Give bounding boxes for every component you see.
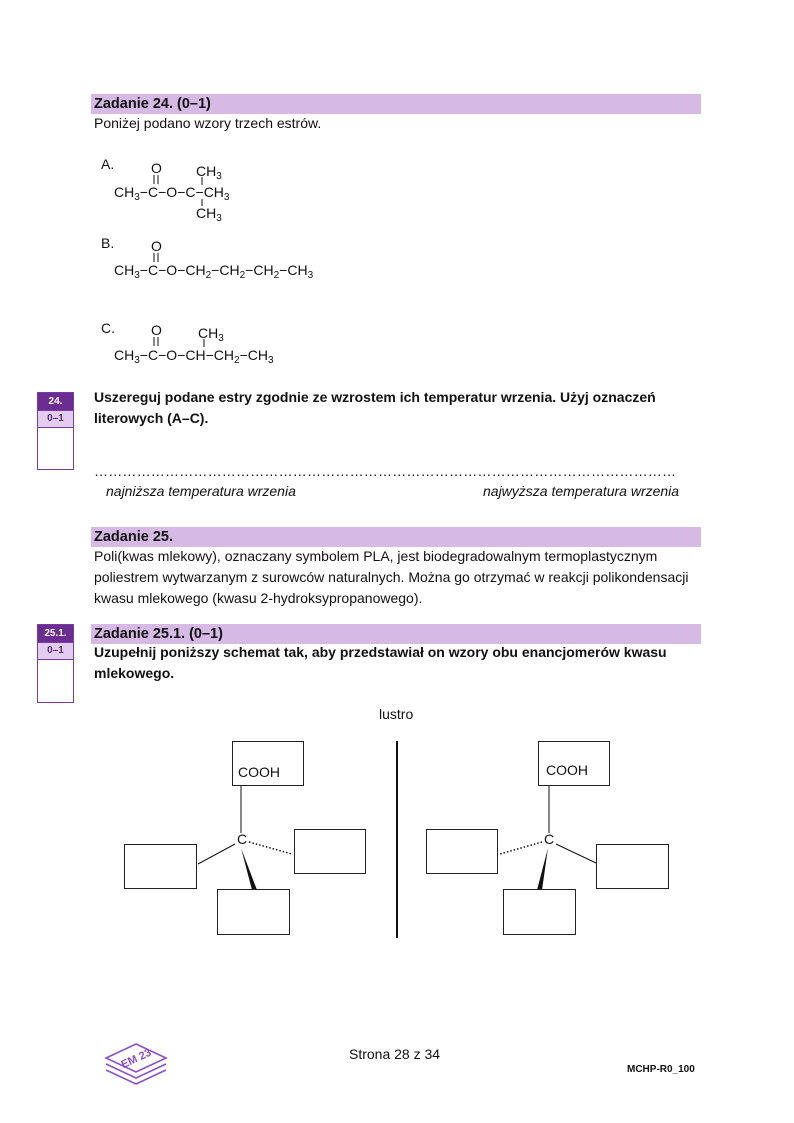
score-box-25-1 — [37, 624, 74, 703]
task24-lowest-label: najniższa temperatura wrzenia — [106, 483, 296, 499]
left-bond-wedge — [241, 848, 257, 890]
ester-a-bottom-ch3: $CH_3$ — [196, 205, 222, 224]
score-box-24 — [37, 392, 74, 470]
left-cooh-label: COOH — [238, 764, 280, 780]
ester-b-main-chain: $CH_3-C-O-CH_2-CH_2-CH_2-CH_3$ — [114, 262, 314, 281]
right-top-box — [538, 741, 610, 786]
left-bond-dashed — [249, 842, 292, 854]
exam-logo-icon — [102, 1040, 170, 1088]
left-carbon-label: C — [237, 831, 248, 847]
right-bond-wedge — [537, 848, 548, 890]
left-box-left[interactable] — [124, 844, 197, 889]
right-cooh-label: COOH — [546, 762, 588, 778]
score-box-24-points: 0–1 — [38, 410, 73, 428]
score-box-25-1-number: 25.1. — [38, 625, 73, 642]
score-box-24-number: 24. — [38, 393, 73, 410]
task24-question: Uszereguj podane estry zgodnie ze wzrostem ich temperatur wrzenia. Użyj oznaczeń literowych (A–C). — [94, 389, 656, 426]
right-box-bottom[interactable] — [503, 889, 576, 935]
right-bond-dashed — [500, 842, 542, 854]
ester-a-main-chain: $CH_3-C-O-C-CH_3$ — [114, 184, 230, 203]
left-bond-left — [198, 844, 235, 864]
ester-c-label: C. — [101, 320, 115, 336]
score-box-25-1-points: 0–1 — [38, 642, 73, 660]
task25-1-question: Uzupełnij poniższy schemat tak, aby przedstawiał on wzory obu enancjomerów kwasu mlekowego. — [94, 644, 667, 681]
task24-answer-line[interactable]: …………………………………………………………………………………………………………… — [94, 463, 677, 479]
task24-header: Zadanie 24. (0–1) — [91, 94, 701, 114]
ester-b-carbonyl-o: O — [151, 238, 162, 254]
enantiomer-diagram — [0, 700, 794, 960]
ester-c-top-ch3: $CH_3$ — [198, 325, 224, 344]
left-box-right[interactable] — [294, 829, 366, 874]
right-bond-right — [556, 844, 596, 863]
task25-text: Poli(kwas mlekowy), oznaczany symbolem PLA, jest biodegradowalnym termoplastycznym poliestrem wytwarzanym z surowców naturalnych. Można go otrzymać w reakcji polikondensacji kwasu mlekowego (kwasu 2-hydroksypropanowego). — [94, 548, 689, 606]
right-carbon-label: C — [544, 831, 555, 847]
ester-a-carbonyl-o: O — [151, 160, 162, 176]
ester-a-label: A. — [101, 156, 115, 172]
ester-a-top-ch3: $CH_3$ — [196, 163, 222, 182]
task24-highest-label: najwyższa temperatura wrzenia — [483, 483, 680, 499]
ester-c-main-chain: $CH_3-C-O-CH-CH_2-CH_3$ — [114, 347, 274, 366]
right-box-right[interactable] — [596, 844, 669, 889]
left-box-bottom[interactable] — [217, 889, 290, 935]
task24-intro: Poniżej podano wzory trzech estrów. — [94, 115, 322, 131]
task25-1-header: Zadanie 25.1. (0–1) — [91, 624, 701, 644]
task25-header: Zadanie 25. — [91, 527, 701, 547]
right-box-left[interactable] — [426, 829, 498, 874]
svg-text:EM 23: EM 23 — [119, 1046, 154, 1072]
ester-b-label: B. — [101, 235, 115, 251]
page-number: Strona 28 z 34 — [349, 1046, 441, 1062]
ester-c-carbonyl-o: O — [151, 322, 162, 338]
document-code: MCHP-R0_100 — [627, 1064, 695, 1075]
left-top-box — [232, 741, 304, 786]
mirror-label: lustro — [379, 706, 414, 722]
